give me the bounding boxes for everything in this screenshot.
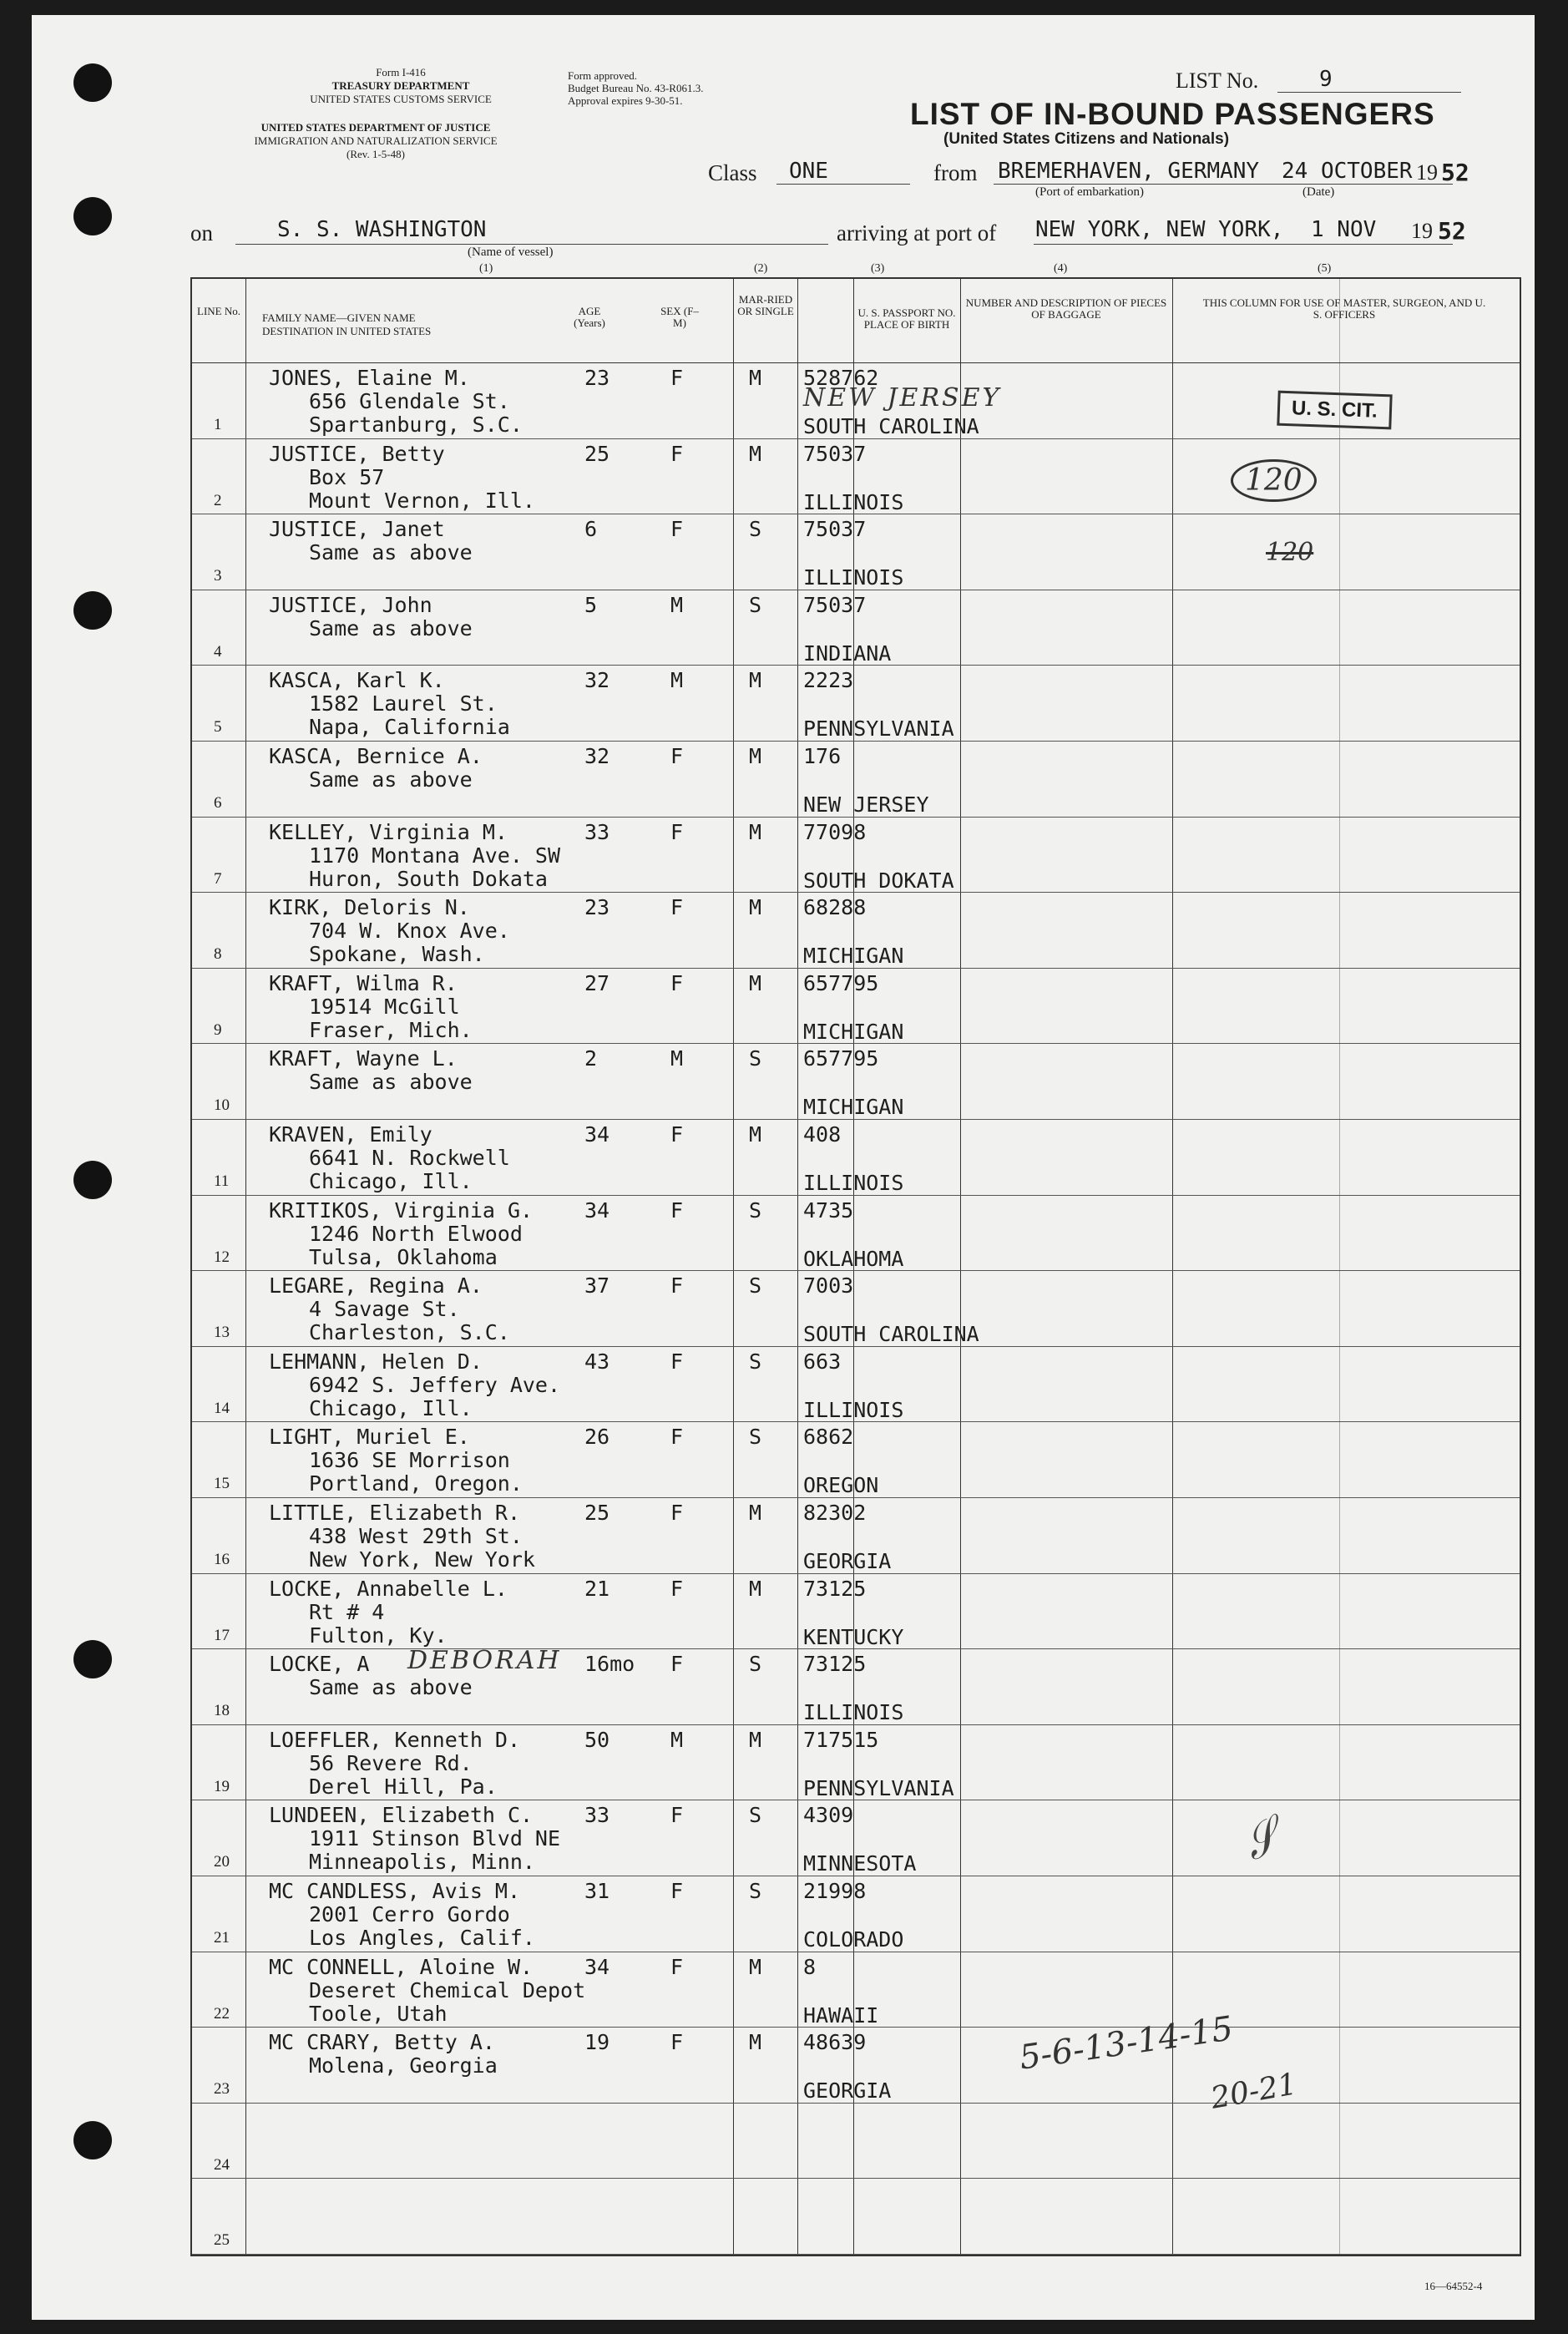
- destination-street: 656 Glendale St.: [309, 389, 510, 413]
- passenger-name: LOCKE, Annabelle L.: [269, 1576, 508, 1601]
- destination-street: Molena, Georgia: [309, 2053, 498, 2078]
- line-reference-numbers-2: 20-21: [1208, 2067, 1300, 2116]
- passport-number: 48639: [803, 2030, 867, 2055]
- age: 21: [584, 1576, 610, 1601]
- form-approved: Form approved.: [568, 69, 638, 82]
- passport-number: 73125: [803, 1576, 867, 1601]
- destination-city: New York, New York: [309, 1547, 535, 1572]
- place-of-birth: SOUTH CAROLINA: [803, 414, 979, 438]
- age: 34: [584, 1197, 610, 1223]
- destination-street: 56 Revere Rd.: [309, 1750, 473, 1775]
- vessel-caption: (Name of vessel): [468, 246, 554, 259]
- place-of-birth: GEORGIA: [803, 2078, 892, 2104]
- age: 31: [584, 1879, 610, 1903]
- place-of-birth: SOUTH DOKATA: [803, 868, 954, 893]
- table-row: [192, 968, 1520, 1044]
- document-title: LIST OF IN-BOUND PASSENGERS: [910, 97, 1435, 131]
- class-label: Class: [708, 160, 757, 185]
- col-header-line: LINE No.: [197, 305, 240, 317]
- year-suffix: 52: [1441, 159, 1469, 186]
- circled-count: 120: [1231, 459, 1317, 502]
- table-row: [192, 1195, 1520, 1271]
- on-label: on: [190, 220, 213, 246]
- table-row: [192, 1952, 1520, 2028]
- marital-status: M: [749, 1122, 762, 1147]
- place-of-birth: GEORGIA: [803, 1549, 892, 1573]
- passport-number: 8: [803, 1954, 817, 1979]
- passenger-name: MC CANDLESS, Avis M.: [269, 1879, 521, 1903]
- destination-city: Spokane, Wash.: [309, 942, 485, 967]
- col-header-sex: SEX (F–M): [660, 305, 699, 329]
- passenger-name: JUSTICE, John: [269, 592, 432, 617]
- passenger-name: LUNDEEN, Elizabeth C.: [269, 1803, 534, 1828]
- marital-status: M: [749, 744, 762, 768]
- col-header-dest: DESTINATION IN UNITED STATES: [262, 325, 432, 337]
- col-header-officers: THIS COLUMN FOR USE OF MASTER, SURGEON, AND U. S. OFFICERS: [1202, 296, 1486, 321]
- destination-street: 438 West 29th St.: [309, 1524, 523, 1548]
- passport-number: 176: [803, 744, 842, 768]
- footer-code: 16—64552-4: [1424, 2280, 1483, 2292]
- passenger-name: LIGHT, Muriel E.: [269, 1425, 470, 1450]
- sex: F: [670, 819, 684, 844]
- arrival-year-suffix: 52: [1438, 217, 1466, 245]
- age: 23: [584, 895, 610, 920]
- sex: F: [670, 970, 684, 995]
- age: 27: [584, 970, 610, 995]
- age: 26: [584, 1425, 610, 1450]
- arriving-label: arriving at port of: [837, 220, 997, 246]
- col-ref-2: (2): [754, 262, 768, 275]
- passport-number: 21998: [803, 1879, 867, 1903]
- sex: M: [670, 668, 684, 693]
- place-of-birth: ILLINOIS: [803, 1700, 904, 1725]
- destination-street: 1582 Laurel St.: [309, 691, 498, 716]
- line-number: 3: [214, 567, 222, 585]
- citizen-stamp: U. S. CIT.: [1277, 391, 1392, 430]
- passport-number: 663: [803, 1349, 842, 1374]
- destination-city: Chicago, Ill.: [309, 1169, 473, 1193]
- year-prefix: 19: [1416, 160, 1438, 185]
- passenger-name: KELLEY, Virginia M.: [269, 819, 508, 844]
- destination-city: Derel Hill, Pa.: [309, 1774, 498, 1799]
- destination-street: 2001 Cerro Gordo: [309, 1902, 510, 1926]
- place-of-birth: ILLINOIS: [803, 1397, 904, 1422]
- sex: M: [670, 1727, 684, 1752]
- line-number: 9: [214, 1020, 222, 1039]
- document-subtitle: (United States Citizens and Nationals): [943, 130, 1230, 148]
- place-of-birth: SOUTH CAROLINA: [803, 1322, 979, 1347]
- passport-number: 75037: [803, 441, 867, 466]
- destination-street: Same as above: [309, 615, 473, 640]
- line-number: 14: [214, 1399, 230, 1417]
- place-of-birth: PENNSYLVANIA: [803, 716, 954, 742]
- age: 19: [584, 2030, 610, 2055]
- col-header-baggage: NUMBER AND DESCRIPTION OF PIECES OF BAGGAGE: [965, 296, 1167, 321]
- sex: F: [670, 1197, 684, 1223]
- age: 16mo: [584, 1652, 635, 1677]
- class-value: ONE: [789, 159, 828, 184]
- col-ref-1: (1): [479, 262, 493, 275]
- destination-city: Spartanburg, S.C.: [309, 413, 523, 437]
- line-number: 7: [214, 869, 222, 888]
- binder-hole: [73, 2121, 112, 2159]
- marital-status: S: [749, 517, 762, 542]
- table-row: [192, 2103, 1520, 2179]
- age: 34: [584, 1122, 610, 1147]
- passport-number: 657795: [803, 970, 879, 995]
- age: 32: [584, 744, 610, 768]
- binder-hole: [73, 1640, 112, 1678]
- marital-status: S: [749, 1425, 762, 1450]
- destination-street: Same as above: [309, 540, 473, 565]
- place-of-birth: ILLINOIS: [803, 565, 904, 590]
- binder-hole: [73, 591, 112, 630]
- sex: F: [670, 517, 684, 542]
- line-number: 6: [214, 794, 222, 812]
- marital-status: M: [749, 366, 762, 390]
- binder-hole: [73, 63, 112, 102]
- destination-street: 704 W. Knox Ave.: [309, 919, 510, 944]
- passport-number: 717515: [803, 1727, 879, 1752]
- arrival-year-prefix: 19: [1411, 219, 1433, 243]
- table-row: [192, 1724, 1520, 1800]
- col-header-passport: U. S. PASSPORT NO. PLACE OF BIRTH: [857, 306, 956, 331]
- budget-bureau: Budget Bureau No. 43-R061.3.: [568, 82, 704, 94]
- age: 25: [584, 441, 610, 466]
- destination-street: Same as above: [309, 767, 473, 792]
- passport-number: 657795: [803, 1046, 879, 1071]
- passenger-name: KRITIKOS, Virginia G.: [269, 1197, 534, 1223]
- sex: F: [670, 895, 684, 920]
- line-number: 22: [214, 2004, 230, 2023]
- place-of-birth: NEW JERSEY: [803, 792, 929, 817]
- passenger-name: LEHMANN, Helen D.: [269, 1349, 483, 1374]
- binder-hole: [73, 1161, 112, 1199]
- table-row: [192, 1270, 1520, 1346]
- approval-expires: Approval expires 9-30-51.: [568, 94, 683, 107]
- sex: F: [670, 1273, 684, 1299]
- table-row: [192, 1573, 1520, 1649]
- col-header-married: MAR-RIED OR SINGLE: [737, 293, 794, 317]
- marital-status: S: [749, 1197, 762, 1223]
- passport-number: 77098: [803, 819, 867, 844]
- from-label: from: [933, 160, 978, 185]
- table-row: [192, 1800, 1520, 1876]
- destination-city: Mount Vernon, Ill.: [309, 488, 535, 513]
- passport-number: 82302: [803, 1501, 867, 1525]
- passenger-name: LOEFFLER, Kenneth D.: [269, 1727, 521, 1752]
- age: 23: [584, 366, 610, 390]
- destination-street: Rt # 4: [309, 1599, 385, 1624]
- destination-street: 4 Savage St.: [309, 1297, 460, 1322]
- age: 50: [584, 1727, 610, 1752]
- binder-hole: [73, 197, 112, 235]
- passport-number: 75037: [803, 517, 867, 542]
- line-number: 25: [214, 2231, 230, 2250]
- passport-number: 528762: [803, 366, 879, 390]
- passenger-name: KASCA, Karl K.: [269, 668, 445, 693]
- sex: M: [670, 592, 684, 617]
- embarkation-date: 24 OCTOBER: [1282, 159, 1413, 184]
- sex: F: [670, 1122, 684, 1147]
- line-number: 16: [214, 1551, 230, 1568]
- destination-city: Los Angles, Calif.: [309, 1926, 535, 1950]
- customs-service: UNITED STATES CUSTOMS SERVICE: [310, 93, 492, 105]
- marital-status: S: [749, 592, 762, 617]
- sex: F: [670, 1954, 684, 1979]
- table-row: [192, 1346, 1520, 1422]
- marital-status: S: [749, 1046, 762, 1071]
- table-row: [192, 1119, 1520, 1195]
- col-header-age: AGE (Years): [574, 305, 605, 329]
- age: 33: [584, 1803, 610, 1828]
- line-number: 13: [214, 1324, 230, 1342]
- passenger-name: KIRK, Deloris N.: [269, 895, 470, 920]
- marital-status: M: [749, 1954, 762, 1979]
- port-caption: (Port of embarkation): [1035, 185, 1144, 199]
- form-number: Form I-416: [376, 66, 426, 78]
- line-number: 17: [214, 1626, 230, 1644]
- passenger-name: KRAFT, Wayne L.: [269, 1046, 458, 1071]
- marital-status: M: [749, 895, 762, 920]
- marital-status: M: [749, 1727, 762, 1752]
- marital-status: S: [749, 1803, 762, 1828]
- table-row: [192, 1043, 1520, 1119]
- line-number: 10: [214, 1096, 230, 1115]
- passport-number: 4309: [803, 1803, 854, 1828]
- place-of-birth: OREGON: [803, 1473, 879, 1498]
- sex: F: [670, 1803, 684, 1828]
- table-row: [192, 1876, 1520, 1952]
- passenger-name: LITTLE, Elizabeth R.: [269, 1501, 521, 1525]
- passenger-name: KRAFT, Wilma R.: [269, 970, 458, 995]
- place-of-birth: OKLAHOMA: [803, 1246, 904, 1271]
- justice-dept: UNITED STATES DEPARTMENT OF JUSTICE: [260, 121, 491, 134]
- marital-status: M: [749, 441, 762, 466]
- table-row: [192, 1648, 1520, 1724]
- table-row: [192, 438, 1520, 514]
- place-of-birth: MICHIGAN: [803, 1019, 904, 1044]
- destination-street: 1636 SE Morrison: [309, 1448, 510, 1473]
- table-row: [192, 665, 1520, 741]
- line-number: 18: [214, 1702, 230, 1720]
- table-row: [192, 2178, 1520, 2254]
- passenger-name: KRAVEN, Emily: [269, 1122, 432, 1147]
- col-ref-4: (4): [1054, 262, 1068, 275]
- place-of-birth: MINNESOTA: [803, 1851, 917, 1876]
- age: 5: [584, 592, 598, 617]
- sex: F: [670, 1349, 684, 1374]
- arrival-date: 1 NOV: [1311, 217, 1377, 242]
- sex: F: [670, 366, 684, 390]
- line-number: 21: [214, 1929, 230, 1947]
- passport-number: 408: [803, 1122, 842, 1147]
- sex: F: [670, 1576, 684, 1601]
- place-of-birth: PENNSYLVANIA: [803, 1775, 954, 1800]
- passport-number: 73125: [803, 1652, 867, 1677]
- col-ref-3: (3): [871, 262, 885, 275]
- marital-status: S: [749, 1652, 762, 1677]
- col-header-name: FAMILY NAME—GIVEN NAME: [262, 311, 416, 324]
- sex: F: [670, 1501, 684, 1525]
- line-number: 8: [214, 945, 222, 964]
- table-row: [192, 590, 1520, 666]
- date-caption: (Date): [1302, 185, 1335, 199]
- table-row: [192, 892, 1520, 968]
- passport-number: 2223: [803, 668, 854, 693]
- place-of-birth: ILLINOIS: [803, 1171, 904, 1195]
- passport-number: 75037: [803, 592, 867, 617]
- destination-street: 6942 S. Jeffery Ave.: [309, 1372, 561, 1397]
- age: 33: [584, 819, 610, 844]
- destination-city: Charleston, S.C.: [309, 1320, 510, 1345]
- sex: F: [670, 1425, 684, 1450]
- destination-city: Portland, Oregon.: [309, 1471, 523, 1496]
- marital-status: S: [749, 1349, 762, 1374]
- list-no-label: LIST No.: [1176, 68, 1259, 93]
- line-number: 24: [214, 2155, 230, 2174]
- sex: F: [670, 1879, 684, 1903]
- passenger-name: MC CONNELL, Aloine W.: [269, 1954, 534, 1979]
- table-row: [192, 1497, 1520, 1573]
- passport-number: 4735: [803, 1197, 854, 1223]
- age: 2: [584, 1046, 598, 1071]
- passenger-name: JUSTICE, Betty: [269, 441, 445, 466]
- destination-city: Chicago, Ill.: [309, 1395, 473, 1420]
- passenger-table: [190, 277, 1521, 2256]
- age: 43: [584, 1349, 610, 1374]
- age: 34: [584, 1954, 610, 1979]
- line-number: 1: [214, 416, 222, 433]
- age: 6: [584, 517, 598, 542]
- line-number: 5: [214, 718, 222, 737]
- destination-street: 1911 Stinson Blvd NE: [309, 1826, 561, 1851]
- destination-street: 1170 Montana Ave. SW: [309, 843, 561, 868]
- table-row: [192, 741, 1520, 817]
- marital-status: M: [749, 970, 762, 995]
- destination-street: Same as above: [309, 1070, 473, 1095]
- marital-status: M: [749, 1501, 762, 1525]
- ins: IMMIGRATION AND NATURALIZATION SERVICE: [254, 134, 498, 147]
- passenger-name: JONES, Elaine M.: [269, 366, 470, 390]
- place-of-birth: ILLINOIS: [803, 489, 904, 514]
- line-number: 20: [214, 1853, 230, 1871]
- passenger-name: KASCA, Bernice A.: [269, 744, 483, 768]
- place-of-birth: INDIANA: [803, 640, 892, 666]
- table-row: [192, 1421, 1520, 1497]
- destination-street: Box 57: [309, 464, 385, 489]
- marital-status: S: [749, 1879, 762, 1903]
- line-reference-numbers: 5-6-13-14-15: [1017, 2009, 1236, 2078]
- passport-number: 6862: [803, 1425, 854, 1450]
- marital-status: M: [749, 2030, 762, 2055]
- struck-count: 120: [1266, 538, 1314, 567]
- vessel-name: S. S. WASHINGTON: [277, 217, 487, 242]
- passenger-name: LEGARE, Regina A.: [269, 1273, 483, 1299]
- destination-street: Same as above: [309, 1675, 473, 1700]
- marital-status: M: [749, 668, 762, 693]
- sex: F: [670, 1652, 684, 1677]
- place-of-birth: COLORADO: [803, 1927, 904, 1952]
- treasury-dept: TREASURY DEPARTMENT: [331, 79, 470, 92]
- age: 32: [584, 668, 610, 693]
- marital-status: M: [749, 1576, 762, 1601]
- sex: F: [670, 2030, 684, 2055]
- line-number: 23: [214, 2080, 230, 2099]
- passenger-name: MC CRARY, Betty A.: [269, 2030, 495, 2055]
- passenger-name: LOCKE, A: [269, 1652, 370, 1677]
- place-of-birth: MICHIGAN: [803, 944, 904, 969]
- table-row: [192, 817, 1520, 893]
- destination-city: Tulsa, Oklahoma: [309, 1244, 498, 1269]
- line-number: 2: [214, 491, 222, 509]
- arrival-port: NEW YORK, NEW YORK,: [1035, 217, 1284, 242]
- place-of-birth: MICHIGAN: [803, 1095, 904, 1120]
- age: 37: [584, 1273, 610, 1299]
- line-number: 12: [214, 1248, 230, 1266]
- place-of-birth: HAWAII: [803, 2002, 879, 2028]
- table-row: [192, 2027, 1520, 2103]
- destination-street: Deseret Chemical Depot: [309, 1977, 586, 2002]
- destination-street: 1246 North Elwood: [309, 1221, 523, 1246]
- sex: F: [670, 744, 684, 768]
- table-row: [192, 514, 1520, 590]
- destination-city: Toole, Utah: [309, 2001, 448, 2026]
- line-number: 15: [214, 1475, 230, 1493]
- handwritten-correction: NEW JERSEY: [803, 383, 1002, 413]
- destination-street: 19514 McGill: [309, 994, 460, 1019]
- line-number: 11: [214, 1172, 230, 1190]
- line-number: 4: [214, 642, 222, 661]
- sex: M: [670, 1046, 684, 1071]
- passport-number: 68288: [803, 895, 867, 920]
- destination-city: Napa, California: [309, 715, 510, 740]
- line-number: 19: [214, 1777, 230, 1795]
- destination-street: 6641 N. Rockwell: [309, 1146, 510, 1170]
- passport-number: 7003: [803, 1273, 854, 1299]
- marital-status: M: [749, 819, 762, 844]
- destination-city: Minneapolis, Minn.: [309, 1850, 535, 1875]
- handwritten-correction: DEBORAH: [407, 1646, 562, 1676]
- col-ref-5: (5): [1318, 262, 1332, 275]
- age: 25: [584, 1501, 610, 1525]
- officer-signature-mark: 𝒮: [1233, 1810, 1288, 1871]
- place-of-birth: KENTUCKY: [803, 1624, 904, 1649]
- destination-city: Fraser, Mich.: [309, 1017, 473, 1042]
- destination-city: Fulton, Ky.: [309, 1623, 448, 1648]
- embarkation-port: BREMERHAVEN, GERMANY: [998, 159, 1260, 184]
- list-no: 9: [1319, 67, 1333, 92]
- revision: (Rev. 1-5-48): [346, 148, 405, 160]
- destination-city: Huron, South Dokata: [309, 866, 548, 891]
- sex: F: [670, 441, 684, 466]
- passenger-name: JUSTICE, Janet: [269, 517, 445, 542]
- marital-status: S: [749, 1273, 762, 1299]
